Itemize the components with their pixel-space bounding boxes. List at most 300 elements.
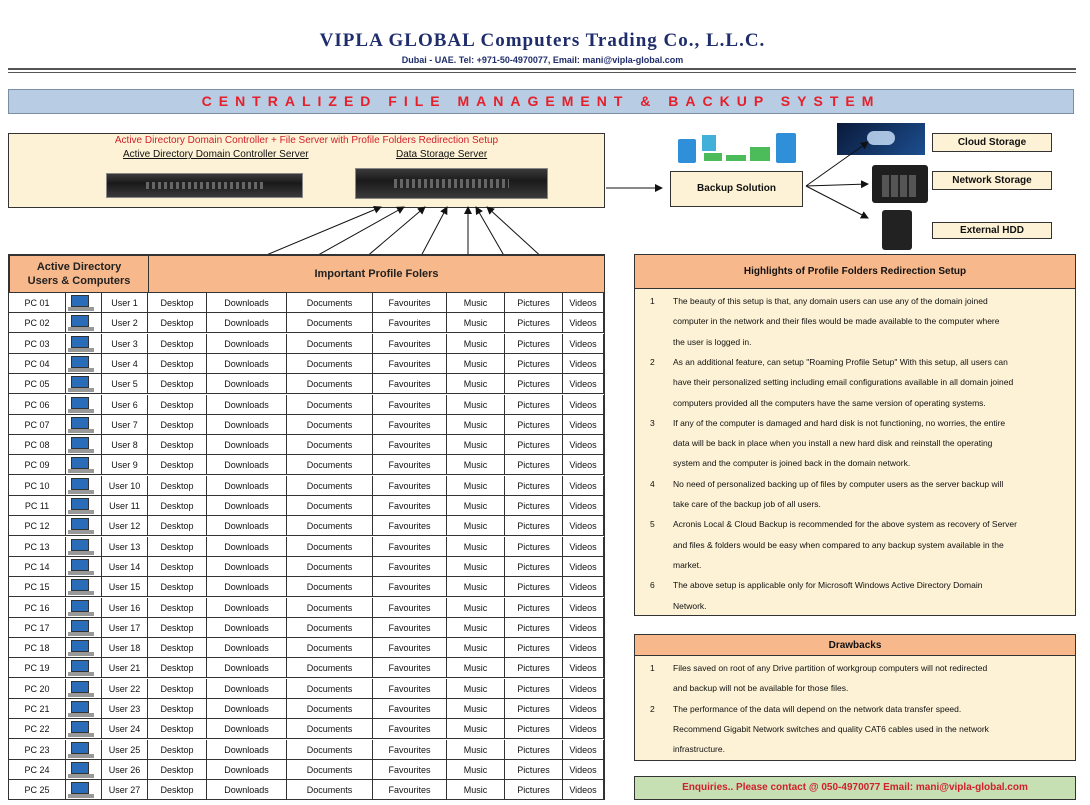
item-number: 1	[650, 296, 655, 306]
user-name-cell: User 5	[102, 374, 148, 394]
folder-cell: Documents	[287, 293, 373, 313]
folder-cell: Videos	[563, 618, 604, 638]
table-row	[9, 618, 604, 638]
pc-name-cell: PC 25	[9, 780, 66, 800]
folder-cell: Documents	[287, 719, 373, 739]
folder-cell: Documents	[287, 455, 373, 475]
cloud-storage-label: Cloud Storage	[932, 133, 1052, 152]
user-name-cell: User 11	[102, 496, 148, 516]
table-row	[9, 313, 604, 333]
item-text-line: Files saved on root of any Drive partition of workgroup computers will not redirected	[673, 663, 988, 673]
user-name-cell: User 8	[102, 435, 148, 455]
folder-cell: Desktop	[148, 313, 207, 333]
pc-name-cell: PC 20	[9, 679, 66, 699]
folder-cell: Favourites	[373, 334, 447, 354]
folder-cell: Documents	[287, 658, 373, 678]
table-row	[9, 293, 604, 313]
computer-icon	[66, 395, 102, 415]
folder-cell: Desktop	[148, 293, 207, 313]
computer-icon	[66, 435, 102, 455]
folder-cell: Music	[447, 476, 505, 496]
computer-icon	[66, 719, 102, 739]
pc-name-cell: PC 17	[9, 618, 66, 638]
folder-cell: Downloads	[207, 557, 287, 577]
computer-icon	[66, 780, 102, 800]
folder-cell: Videos	[563, 455, 604, 475]
folder-cell: Videos	[563, 638, 604, 658]
folder-cell: Music	[447, 719, 505, 739]
folder-cell: Music	[447, 496, 505, 516]
user-name-cell: User 23	[102, 699, 148, 719]
folder-cell: Videos	[563, 334, 604, 354]
pc-name-cell: PC 11	[9, 496, 66, 516]
table-row	[9, 760, 604, 780]
computer-icon	[66, 334, 102, 354]
pc-name-cell: PC 14	[9, 557, 66, 577]
external-hdd-label: External HDD	[932, 222, 1052, 239]
pc-name-cell: PC 09	[9, 455, 66, 475]
folder-cell: Favourites	[373, 435, 447, 455]
folder-cell: Documents	[287, 516, 373, 536]
folder-cell: Videos	[563, 435, 604, 455]
table-row	[9, 557, 604, 577]
enquiries-bar: Enquiries.. Please contact @ 050-4970077 Email: mani@vipla-global.com	[634, 776, 1076, 800]
computer-icon	[66, 293, 102, 313]
folder-cell: Videos	[563, 496, 604, 516]
folder-cell: Documents	[287, 395, 373, 415]
folder-cell: Pictures	[505, 658, 563, 678]
item-number: 2	[650, 703, 655, 714]
computer-icon	[66, 374, 102, 394]
folder-cell: Music	[447, 577, 505, 597]
item-number: 4	[650, 478, 655, 489]
folder-cell: Downloads	[207, 699, 287, 719]
folder-cell: Downloads	[207, 638, 287, 658]
folder-cell: Documents	[287, 496, 373, 516]
folder-cell: Documents	[287, 780, 373, 800]
folder-cell: Videos	[563, 760, 604, 780]
user-name-cell: User 24	[102, 719, 148, 739]
folder-cell: Pictures	[505, 740, 563, 760]
user-name-cell: User 9	[102, 455, 148, 475]
folder-cell: Music	[447, 780, 505, 800]
folder-cell: Pictures	[505, 313, 563, 333]
folder-cell: Pictures	[505, 395, 563, 415]
user-name-cell: User 17	[102, 618, 148, 638]
table-row	[9, 699, 604, 719]
pc-name-cell: PC 21	[9, 699, 66, 719]
folder-cell: Favourites	[373, 496, 447, 516]
folder-cell: Downloads	[207, 476, 287, 496]
folder-cell: Desktop	[148, 537, 207, 557]
folder-cell: Downloads	[207, 679, 287, 699]
folder-cell: Documents	[287, 598, 373, 618]
item-text-line: and files & folders would be easy when compared to any backup system available in the	[673, 539, 1004, 550]
table-row	[9, 638, 604, 658]
pc-name-cell: PC 02	[9, 313, 66, 333]
table-row	[9, 334, 604, 354]
folder-cell: Desktop	[148, 679, 207, 699]
folder-cell: Desktop	[148, 598, 207, 618]
folder-cell: Pictures	[505, 638, 563, 658]
folder-cell: Pictures	[505, 334, 563, 354]
computer-icon	[66, 740, 102, 760]
pc-name-cell: PC 10	[9, 476, 66, 496]
item-text-line: Recommend Gigabit Network switches and quality CAT6 cables used in the network	[673, 723, 989, 734]
user-name-cell: User 13	[102, 537, 148, 557]
folder-cell: Videos	[563, 354, 604, 374]
folder-cell: Documents	[287, 577, 373, 597]
folder-cell: Music	[447, 740, 505, 760]
folder-cell: Downloads	[207, 740, 287, 760]
user-name-cell: User 7	[102, 415, 148, 435]
table-row	[9, 577, 604, 597]
folder-cell: Videos	[563, 374, 604, 394]
folder-cell: Music	[447, 455, 505, 475]
computer-icon	[66, 537, 102, 557]
user-name-cell: User 10	[102, 476, 148, 496]
table-row	[9, 415, 604, 435]
ad-users-header-line2: Users & Computers	[27, 275, 131, 287]
folder-cell: Documents	[287, 557, 373, 577]
network-storage-label: Network Storage	[932, 171, 1052, 190]
users-folders-grid	[8, 254, 605, 800]
folder-cell: Desktop	[148, 516, 207, 536]
folder-cell: Music	[447, 415, 505, 435]
folder-cell: Pictures	[505, 354, 563, 374]
folder-cell: Pictures	[505, 577, 563, 597]
item-number: 6	[650, 580, 655, 591]
folder-cell: Documents	[287, 354, 373, 374]
folder-cell: Documents	[287, 313, 373, 333]
folder-cell: Music	[447, 354, 505, 374]
folder-cell: Desktop	[148, 334, 207, 354]
folder-cell: Favourites	[373, 699, 447, 719]
user-name-cell: User 15	[102, 577, 148, 597]
folder-cell: Desktop	[148, 780, 207, 800]
computer-icon	[66, 313, 102, 333]
pc-name-cell: PC 23	[9, 740, 66, 760]
item-text-line: take care of the backup job of all users.	[673, 499, 821, 509]
folder-cell: Desktop	[148, 476, 207, 496]
folder-cell: Music	[447, 557, 505, 577]
folder-cell: Videos	[563, 577, 604, 597]
pc-name-cell: PC 22	[9, 719, 66, 739]
item-number: 2	[650, 356, 655, 367]
folder-cell: Videos	[563, 658, 604, 678]
profile-folders-header: Important Profile Folers	[148, 255, 605, 293]
table-row	[9, 374, 604, 394]
folder-cell: Pictures	[505, 719, 563, 739]
folder-cell: Pictures	[505, 699, 563, 719]
folder-cell: Music	[447, 760, 505, 780]
item-text-line: system and the computer is joined back in the domain network.	[673, 458, 911, 469]
folder-cell: Pictures	[505, 293, 563, 313]
folder-cell: Documents	[287, 435, 373, 455]
folder-cell: Downloads	[207, 598, 287, 618]
folder-cell: Pictures	[505, 537, 563, 557]
highlights-title: Highlights of Profile Folders Redirection Setup	[635, 255, 1075, 289]
table-row	[9, 679, 604, 699]
folder-cell: Desktop	[148, 658, 207, 678]
folder-cell: Documents	[287, 638, 373, 658]
system-banner: CENTRALIZED FILE MANAGEMENT & BACKUP SYSTEM	[8, 89, 1074, 114]
folder-cell: Videos	[563, 740, 604, 760]
computer-icon	[66, 598, 102, 618]
folder-cell: Music	[447, 658, 505, 678]
item-text-line: the user is logged in.	[673, 336, 752, 347]
folder-cell: Videos	[563, 516, 604, 536]
folder-cell: Downloads	[207, 618, 287, 638]
folder-cell: Documents	[287, 415, 373, 435]
folder-cell: Pictures	[505, 516, 563, 536]
folder-cell: Favourites	[373, 557, 447, 577]
folder-cell: Pictures	[505, 435, 563, 455]
table-row	[9, 658, 604, 678]
user-name-cell: User 4	[102, 354, 148, 374]
folder-cell: Documents	[287, 537, 373, 557]
folder-cell: Favourites	[373, 537, 447, 557]
folder-cell: Downloads	[207, 516, 287, 536]
folder-cell: Desktop	[148, 557, 207, 577]
user-name-cell: User 27	[102, 780, 148, 800]
folder-cell: Downloads	[207, 334, 287, 354]
item-number: 5	[650, 519, 655, 530]
pc-name-cell: PC 08	[9, 435, 66, 455]
table-row	[9, 516, 604, 536]
item-text-line: Network.	[673, 600, 707, 611]
folder-cell: Desktop	[148, 760, 207, 780]
folder-cell: Videos	[563, 415, 604, 435]
table-row	[9, 537, 604, 557]
folder-cell: Favourites	[373, 577, 447, 597]
folder-cell: Downloads	[207, 354, 287, 374]
folder-cell: Documents	[287, 740, 373, 760]
drawbacks-panel	[634, 634, 1076, 761]
folder-cell: Favourites	[373, 374, 447, 394]
folder-cell: Favourites	[373, 719, 447, 739]
user-name-cell: User 18	[102, 638, 148, 658]
pc-name-cell: PC 24	[9, 760, 66, 780]
folder-cell: Videos	[563, 679, 604, 699]
folder-cell: Documents	[287, 699, 373, 719]
computer-icon	[66, 638, 102, 658]
item-text-line: computer in the network and their files would be made available to the computer where	[673, 316, 1000, 327]
folder-cell: Music	[447, 435, 505, 455]
folder-cell: Desktop	[148, 496, 207, 516]
item-text-line: data will be back in place when you install a new hard disk and reinstall the operating	[673, 438, 993, 449]
pc-name-cell: PC 04	[9, 354, 66, 374]
folder-cell: Documents	[287, 374, 373, 394]
folder-cell: Videos	[563, 537, 604, 557]
folder-cell: Downloads	[207, 537, 287, 557]
computer-icon	[66, 760, 102, 780]
pc-name-cell: PC 05	[9, 374, 66, 394]
folder-cell: Videos	[563, 313, 604, 333]
pc-name-cell: PC 12	[9, 516, 66, 536]
pc-name-cell: PC 18	[9, 638, 66, 658]
computer-icon	[66, 415, 102, 435]
storage-server-label: Data Storage Server	[396, 149, 488, 160]
folder-cell: Favourites	[373, 354, 447, 374]
user-name-cell: User 3	[102, 334, 148, 354]
folder-cell: Music	[447, 395, 505, 415]
pc-name-cell: PC 13	[9, 537, 66, 557]
folder-cell: Desktop	[148, 740, 207, 760]
folder-cell: Documents	[287, 760, 373, 780]
pc-name-cell: PC 06	[9, 395, 66, 415]
folder-cell: Favourites	[373, 293, 447, 313]
folder-cell: Favourites	[373, 455, 447, 475]
folder-cell: Music	[447, 598, 505, 618]
table-row	[9, 740, 604, 760]
user-name-cell: User 1	[102, 293, 148, 313]
item-number: 1	[650, 663, 655, 673]
company-name: VIPLA GLOBAL Computers Trading Co., L.L.C.	[319, 30, 766, 51]
item-text-line: have their personalized setting including email configurations available in all domain joined	[673, 377, 1014, 388]
folder-cell: Pictures	[505, 679, 563, 699]
user-name-cell: User 25	[102, 740, 148, 760]
table-row	[9, 435, 604, 455]
folder-cell: Videos	[563, 699, 604, 719]
folder-cell: Videos	[563, 598, 604, 618]
folder-cell: Favourites	[373, 740, 447, 760]
folder-cell: Videos	[563, 476, 604, 496]
folder-cell: Desktop	[148, 699, 207, 719]
folder-cell: Music	[447, 699, 505, 719]
item-text-line: As an additional feature, can setup "Roaming Profile Setup" With this setup, all users can	[673, 356, 1008, 367]
company-contact: Dubai - UAE. Tel: +971-50-4970077, Email: mani@vipla-global.com	[401, 55, 684, 65]
ad-users-header	[9, 255, 149, 293]
folder-cell: Music	[447, 537, 505, 557]
folder-cell: Pictures	[505, 496, 563, 516]
folder-cell: Downloads	[207, 374, 287, 394]
table-row	[9, 354, 604, 374]
folder-cell: Pictures	[505, 415, 563, 435]
computer-icon	[66, 476, 102, 496]
folder-cell: Downloads	[207, 293, 287, 313]
computer-icon	[66, 516, 102, 536]
folder-cell: Desktop	[148, 374, 207, 394]
table-row	[9, 476, 604, 496]
item-text-line: market.	[673, 559, 702, 570]
computer-icon	[66, 618, 102, 638]
folder-cell: Favourites	[373, 760, 447, 780]
folder-cell: Music	[447, 293, 505, 313]
user-name-cell: User 22	[102, 679, 148, 699]
computer-icon	[66, 679, 102, 699]
item-text-line: If any of the computer is damaged and hard disk is not functioning, no worries, the entire	[673, 417, 1006, 428]
table-row	[9, 780, 604, 800]
folder-cell: Downloads	[207, 455, 287, 475]
folder-cell: Music	[447, 374, 505, 394]
folder-cell: Videos	[563, 719, 604, 739]
folder-cell: Favourites	[373, 516, 447, 536]
folder-cell: Desktop	[148, 577, 207, 597]
user-name-cell: User 2	[102, 313, 148, 333]
folder-cell: Music	[447, 313, 505, 333]
folder-cell: Desktop	[148, 354, 207, 374]
computer-icon	[66, 699, 102, 719]
dc-server-label: Active Directory Domain Controller Server	[123, 149, 309, 160]
item-text-line: and backup will not be available for those files.	[673, 683, 849, 694]
folder-cell: Music	[447, 334, 505, 354]
pc-name-cell: PC 16	[9, 598, 66, 618]
user-name-cell: User 21	[102, 658, 148, 678]
folder-cell: Favourites	[373, 780, 447, 800]
folder-cell: Videos	[563, 780, 604, 800]
table-row	[9, 719, 604, 739]
folder-cell: Favourites	[373, 476, 447, 496]
folder-cell: Pictures	[505, 557, 563, 577]
user-name-cell: User 6	[102, 395, 148, 415]
user-name-cell: User 12	[102, 516, 148, 536]
folder-cell: Music	[447, 618, 505, 638]
folder-cell: Documents	[287, 334, 373, 354]
folder-cell: Desktop	[148, 455, 207, 475]
user-name-cell: User 16	[102, 598, 148, 618]
folder-cell: Downloads	[207, 496, 287, 516]
item-text-line: computers provided all the computers have the same version of operating systems.	[673, 397, 986, 408]
item-text-line: The performance of the data will depend on the network data transfer speed.	[673, 703, 962, 714]
folder-cell: Downloads	[207, 658, 287, 678]
pc-name-cell: PC 07	[9, 415, 66, 435]
servers-title: Active Directory Domain Controller + File Server with Profile Folders Redirection Setup	[114, 135, 499, 146]
folder-cell: Downloads	[207, 395, 287, 415]
computer-icon	[66, 557, 102, 577]
folder-cell: Favourites	[373, 415, 447, 435]
folder-cell: Desktop	[148, 618, 207, 638]
folder-cell: Desktop	[148, 719, 207, 739]
table-row	[9, 395, 604, 415]
folder-cell: Documents	[287, 476, 373, 496]
pc-name-cell: PC 15	[9, 577, 66, 597]
folder-cell: Downloads	[207, 577, 287, 597]
folder-cell: Favourites	[373, 618, 447, 638]
computer-icon	[66, 496, 102, 516]
pc-name-cell: PC 01	[9, 293, 66, 313]
folder-cell: Videos	[563, 395, 604, 415]
folder-cell: Videos	[563, 557, 604, 577]
user-name-cell: User 26	[102, 760, 148, 780]
table-row	[9, 455, 604, 475]
item-text-line: The beauty of this setup is that, any domain users can use any of the domain joined	[673, 296, 988, 306]
computer-icon	[66, 354, 102, 374]
folder-cell: Favourites	[373, 395, 447, 415]
item-number: 3	[650, 417, 655, 428]
item-text-line: No need of personalized backing up of files by computer users as the server backup will	[673, 478, 1004, 489]
folder-cell: Pictures	[505, 760, 563, 780]
folder-cell: Downloads	[207, 415, 287, 435]
table-row	[9, 496, 604, 516]
pc-name-cell: PC 19	[9, 658, 66, 678]
user-name-cell: User 14	[102, 557, 148, 577]
table-row	[9, 598, 604, 618]
folder-cell: Pictures	[505, 455, 563, 475]
folder-cell: Favourites	[373, 313, 447, 333]
folder-cell: Documents	[287, 679, 373, 699]
backup-solution-box: Backup Solution	[670, 171, 803, 207]
folder-cell: Downloads	[207, 780, 287, 800]
drawbacks-title: Drawbacks	[635, 635, 1075, 656]
folder-cell: Downloads	[207, 313, 287, 333]
folder-cell: Documents	[287, 618, 373, 638]
item-text-line: infrastructure.	[673, 744, 725, 755]
folder-cell: Pictures	[505, 618, 563, 638]
folder-cell: Favourites	[373, 679, 447, 699]
folder-cell: Desktop	[148, 415, 207, 435]
item-text-line: The above setup is applicable only for Microsoft Windows Active Directory Domain	[673, 580, 983, 591]
